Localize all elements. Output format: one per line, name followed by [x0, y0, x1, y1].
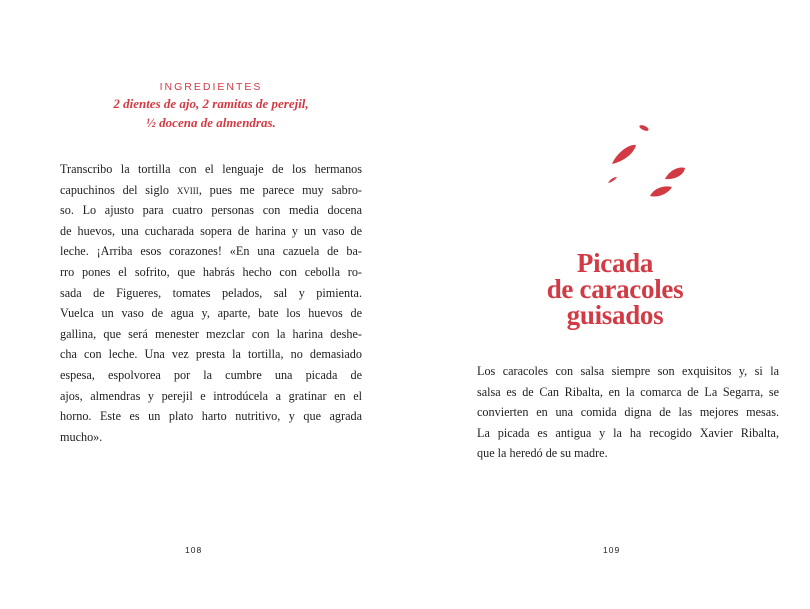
page-number-left: 108	[185, 545, 203, 555]
petal	[608, 177, 617, 183]
body-line: Transcribo la tortilla con el lenguaje de los hermanos	[60, 162, 362, 176]
intro-line: que la heredó de su madre.	[477, 446, 608, 461]
body-line: mucho».	[60, 429, 103, 444]
body-line: leche. ¡Arriba esos corazones! «En una cazuela de ba-	[60, 244, 362, 259]
title-line-3: guisados	[566, 300, 664, 330]
left-body-text	[60, 159, 362, 447]
petal	[665, 168, 685, 180]
title-line-2: de caracoles	[546, 274, 684, 304]
body-line: so. Lo ajusto para cuatro personas con media docena	[60, 203, 362, 218]
body-line: gallina, que será menester mezclar con la harina deshe-	[60, 326, 362, 341]
petal	[639, 124, 650, 132]
body-text: capuchinos del siglo	[60, 182, 177, 197]
ingredients-heading: INGREDIENTES	[159, 81, 263, 93]
intro-line: salsa es de Can Ribalta, en la comarca de La Segarra, se	[477, 384, 779, 399]
petal	[650, 186, 672, 196]
recipe-title	[505, 250, 725, 328]
body-text: , pues me parece muy sabro-	[198, 182, 362, 197]
body-line: ajos, almendras y perejil e introdúcela a gratinar en el	[60, 388, 362, 403]
body-line: horno. Este es un plato harto nutritivo, y que agrada	[60, 409, 362, 424]
recipe-intro-text	[477, 361, 779, 464]
body-line: cha con leche. Una vez presta la tortilla, no demasiado	[60, 347, 362, 362]
body-line: de huevos, una cucharada sopera de harina y un vaso de	[60, 223, 362, 238]
century-numeral: xviii	[176, 182, 199, 197]
right-page	[405, 0, 810, 609]
body-line	[60, 180, 362, 201]
ingredients-line-1: 2 dientes de ajo, 2 ramitas de perejil,	[113, 96, 309, 111]
intro-line: convierten en una comida digna de las mejores mesas.	[477, 405, 779, 420]
body-line: espesa, espolvorea por la cumbre una picada de	[60, 367, 362, 382]
title-line-1: Picada	[576, 248, 654, 278]
body-line: sada de Figueres, tomates pelados, sal y pimienta.	[60, 285, 362, 300]
petal	[612, 145, 636, 164]
page-number-right: 109	[603, 545, 621, 555]
body-line: rro pones el sofrito, que habrás hecho con cebolla ro-	[60, 264, 362, 279]
snail-petals-illustration	[600, 118, 700, 208]
intro-line: Los caracoles con salsa siempre son exquisitos y, si la	[477, 364, 779, 378]
ingredients-line-2: ½ docena de almendras.	[146, 115, 276, 130]
body-line: Vuelca un vaso de agua y, aparte, bate los huevos de	[60, 306, 362, 321]
intro-line: La picada es antigua y la ha recogido Xavier Ribalta,	[477, 425, 779, 440]
